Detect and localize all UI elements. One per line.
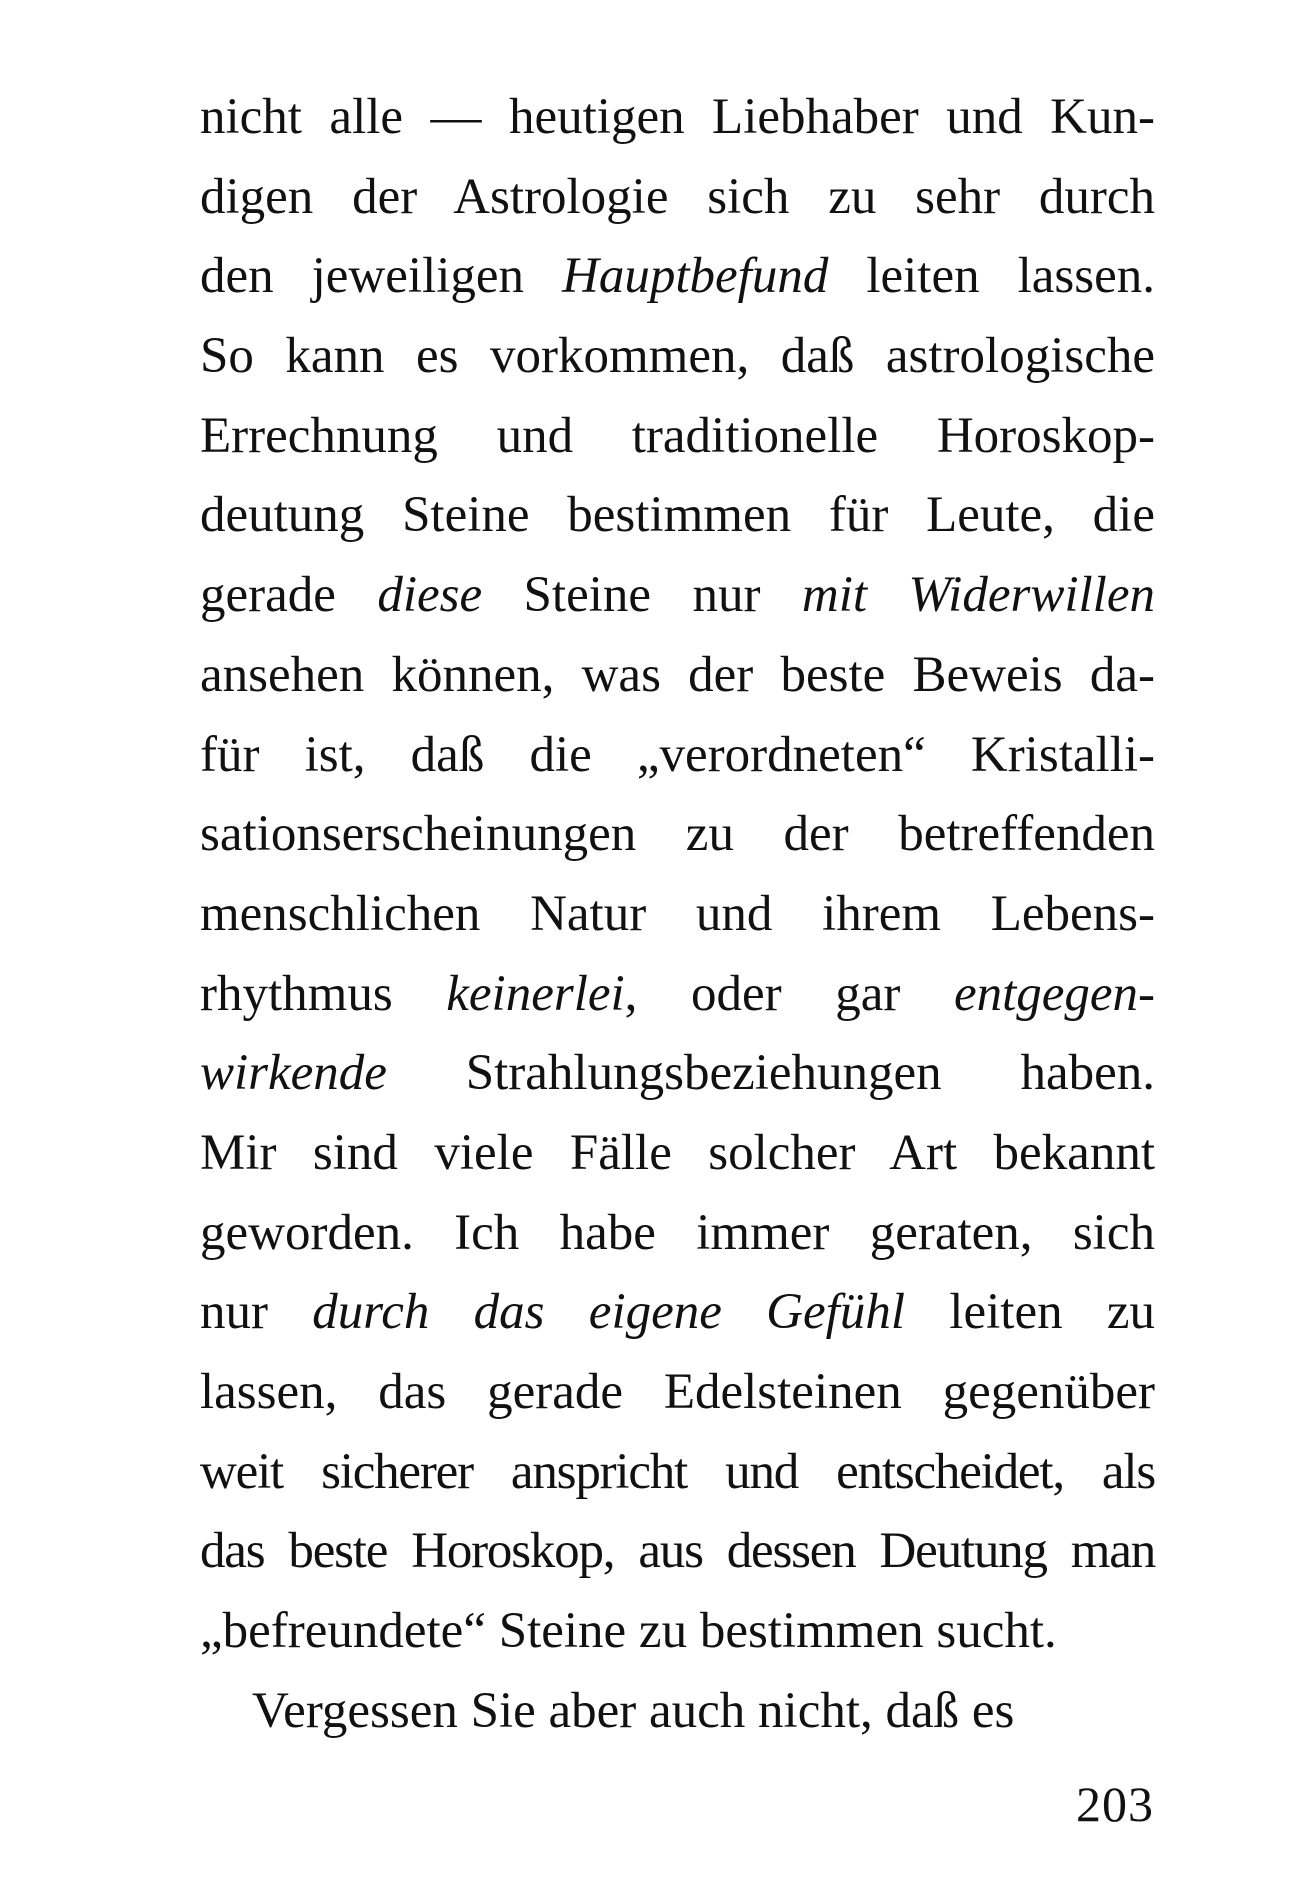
page-number: 203 [1076, 1776, 1154, 1832]
italic-emphasis: entgegen- [953, 965, 1155, 1022]
text-line [200, 78, 1155, 158]
text-run: Vergessen Sie aber auch nicht, daß es [252, 1682, 1015, 1739]
body-text [200, 78, 1155, 1751]
text-run: leiten zu [905, 1284, 1156, 1341]
text-line [200, 795, 1155, 875]
text-run: Strahlungsbeziehungen haben. [386, 1045, 1155, 1102]
text-run: deutung Steine bestimmen für Leute, die [200, 487, 1155, 544]
text-run: den jeweiligen [200, 248, 563, 305]
text-run: nicht alle — heutigen Liebhaber und Kun- [200, 89, 1155, 145]
text-run: digen der Astrologie sich zu sehr durch [200, 168, 1155, 225]
text-line [200, 1512, 1155, 1592]
text-line [200, 1672, 1155, 1752]
text-run: lassen, das gerade Edelsteinen gegenüber [200, 1364, 1155, 1420]
italic-emphasis: diese [377, 567, 483, 624]
text-run: sationserscheinungen zu der betreffenden [200, 806, 1155, 863]
text-line [200, 955, 1155, 1035]
text-run: rhythmus [200, 965, 447, 1022]
text-run: ansehen können, was der beste Beweis da- [200, 646, 1155, 703]
text-line [200, 556, 1155, 636]
text-line [200, 636, 1155, 716]
text-line [200, 1034, 1155, 1114]
text-line [200, 1273, 1155, 1353]
text-line [200, 875, 1155, 955]
text-run: weit sicherer anspricht und entscheidet, als [200, 1443, 1155, 1500]
text-run: Errechnung und traditionelle Horoskop- [200, 407, 1155, 464]
text-run: menschlichen Natur und ihrem Lebens- [200, 885, 1155, 942]
text-run: Steine nur [482, 567, 802, 624]
text-run: So kann es vorkommen, daß astrologische [200, 328, 1155, 385]
text-line [200, 158, 1155, 238]
text-run: nur [200, 1284, 313, 1341]
text-run: geworden. Ich habe immer geraten, sich [200, 1204, 1155, 1261]
text-line [200, 1433, 1155, 1513]
text-line [200, 1194, 1155, 1274]
text-run: leiten lassen. [828, 248, 1155, 305]
text-line [200, 716, 1155, 796]
text-line [200, 1353, 1155, 1433]
text-line [200, 1592, 1155, 1672]
italic-emphasis: Hauptbefund [562, 248, 829, 305]
text-run: für ist, daß die „verordneten“ Kristalli- [200, 726, 1155, 783]
text-run: „befreundete“ Steine zu bestimmen sucht. [200, 1603, 1057, 1660]
text-run: , oder gar [624, 965, 954, 1022]
italic-emphasis: keinerlei [446, 965, 625, 1022]
text-run: gerade [200, 567, 378, 624]
italic-emphasis: durch das eigene Gefühl [312, 1284, 905, 1341]
text-line [200, 397, 1155, 477]
text-line [200, 237, 1155, 317]
text-run: das beste Horoskop, aus dessen Deutung man [200, 1523, 1155, 1580]
italic-emphasis: wirkende [200, 1045, 387, 1102]
text-line [200, 317, 1155, 397]
text-line [200, 476, 1155, 556]
text-line [200, 1114, 1155, 1194]
text-run: Mir sind viele Fälle solcher Art bekannt [200, 1124, 1155, 1181]
italic-emphasis: mit Widerwillen [801, 567, 1155, 624]
